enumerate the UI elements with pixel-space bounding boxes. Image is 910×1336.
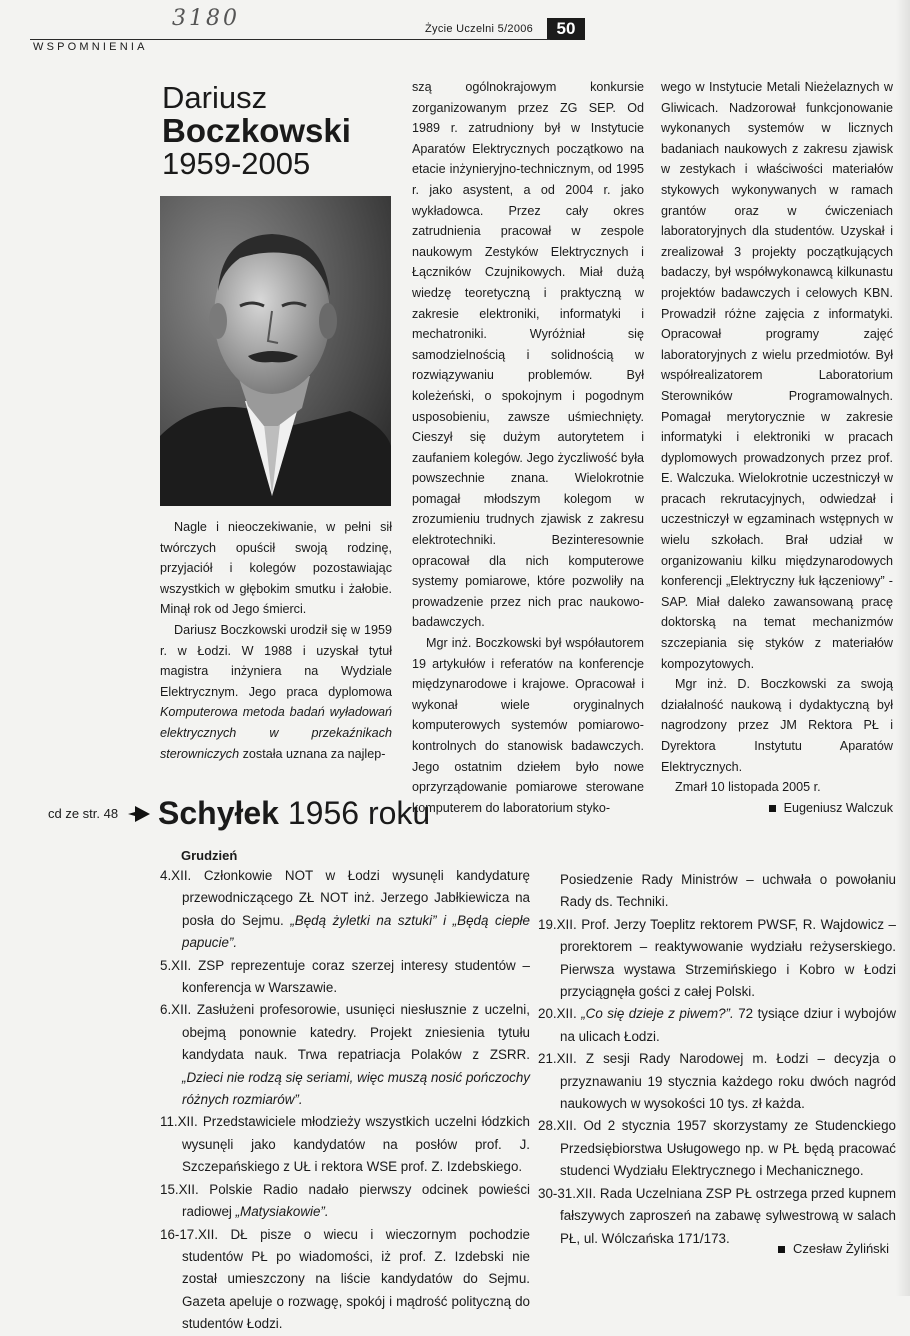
paragraph-text: została uznana za najlep- (239, 746, 386, 761)
entry-text: Rada Uczelniana ZSP PŁ ostrzega przed kupnem fałszywych zaproszeń na zabawę sylwestrową w salach PŁ, ul. Wólczańska 171/173. (560, 1185, 896, 1246)
thesis-title: Komputerowa metoda badań wyładowań elektrycznych w przekaźnikach sterowniczych (160, 705, 392, 761)
chronicle-signature (778, 1241, 889, 1256)
chronicle-entry (150, 1111, 530, 1178)
entry-date: 5.XII. (160, 957, 192, 973)
obituary-first-name: Dariusz (162, 80, 268, 115)
entry-text: Z sesji Rady Narodowej m. Łodzi – decyzja o przyznawaniu 19 stycznia każdego roku dwóch nagród naukowych w wysokości 10 tys. zł każda. (560, 1051, 896, 1112)
paragraph-text: Dariusz Boczkowski urodził się w 1959 r. w Łodzi. W 1988 i uzyskał tytuł magistra inżyniera na Wydziale Elektrycznym. Jego praca dyplomowa (160, 622, 392, 699)
chronicle-entry (150, 999, 530, 1111)
chronicle-entry (528, 1048, 896, 1115)
scan-shadow (896, 0, 910, 1296)
entry-text: Prof. Jerzy Toeplitz rektorem PWSF, R. Wajdowicz – prorektorem – reaktywowanie wydziału reżyserskiego. Pierwsza wystawa Strzemińskiego i Kobro w Łodzi przyciągnęła gości z całej Polski. (560, 916, 896, 1000)
chronicle-entry-continued: Posiedzenie Rady Ministrów – uchwała o powołaniu Rady ds. Techniki. (560, 872, 896, 910)
chronicle-entry (528, 1115, 896, 1182)
chronicle-entry (528, 914, 896, 1004)
continued-from-label: cd ze str. 48 (48, 806, 119, 821)
chronicle-column-right (528, 869, 896, 1250)
entry-date: 28.XII. (538, 1118, 577, 1134)
chronicle-entry (150, 865, 530, 955)
entry-date: 20.XII. (538, 1006, 577, 1022)
square-bullet-icon (778, 1246, 785, 1253)
section-label: WSPOMNIENIA (33, 41, 148, 53)
entry-text: DŁ pisze o wiecu i wieczornym pochodzie studentów PŁ po wiadomości, iż prof. Z. Izdebski nie został umieszczony na liście kandydatów do Sejmu. Gazeta apeluje o rozwagę, spokój i mądrość polityczną do studentów Łodzi. (182, 1226, 530, 1332)
entry-text: ZSP reprezentuje coraz szerzej interesy studentów – konferencja w Warszawie. (182, 957, 530, 996)
chronicle-entry (528, 1003, 896, 1048)
obituary-column-1 (160, 517, 392, 764)
chronicle-entry (150, 955, 530, 1000)
chronicle-entry (150, 1179, 530, 1224)
entry-text: Zasłużeni profesorowie, usunięci niesłusznie z uczelni, obejmą ponownie katedry. Projekt zniesienia tytułu kandydata nauk. Trwa repatriacja Polaków z ZSRR. (182, 1002, 530, 1063)
paragraph: Nagle i nieoczekiwanie, w pełni sił twórczych opuścił swoją rodzinę, przyjaciół i kolegów pozostawiając wszystkich w głębokim smutku i żałobie. Minął rok od Jego śmierci. (160, 520, 392, 617)
entry-date: 19.XII. (538, 916, 577, 932)
entry-date: 30-31.XII. (538, 1185, 597, 1201)
entry-text: Członkowie NOT w Łodzi wysunęli kandydaturę przewodniczącego ZŁ NOT inż. Jerzego Jabłkiewicza na posła do Sejmu. (182, 868, 530, 928)
entry-date: 6.XII. (160, 1002, 192, 1018)
paragraph: Mgr inż. Boczkowski był współautorem 19 artykułów i referatów na konferencje międzynarodowe i krajowe. Opracował i wykonał wiele oryginalnych komputerowych systemów pomiarowo-kontrolnych do stanowisk badawczych. Jego ostatnim dziełem było nowe oprzyrządowanie pomiarowe sterowane komputerem do laboratorium styko- (412, 636, 644, 815)
entry-date: 4.XII. (160, 868, 192, 883)
entry-quote: „Będą żyletki na sztuki” i „Będą ciepłe papucie”. (182, 912, 530, 951)
paragraph: szą ogólnokrajowym konkursie zorganizowanym przez ZG SEP. Od 1989 r. zatrudniony był w Instytucie Aparatów Elektrycznych początkowo na etacie inżynieryjno-technicznym, od 1995 r. jako asystent, a od 2004 r. jako wykładowca. Przez cały okres zatrudnienia pracował w zespole naukowym Zestyków Elektrycznych i Łączników Czujnikowych. Miał dużą wiedzę teoretyczną i praktyczną w zakresie elektroniki, informatyki i mechatroniki. Wyróżniał się samodzielnością i solidnością w rozwiązywaniu problemów. Był koleżeński, o spokojnym i pogodnym usposobieniu, zawsze uśmiechnięty. Cieszył się dużym autorytetem i zaufaniem kolegów. Jego życzliwość była powszechnie znana. Wielokrotnie pomagał młodszym kolegom w zrozumieniu trudnych zjawisk z zakresu elektrotechniki. Bezinteresownie opracował dla nich komputerowe systemy pomiarowe, które pozwoliły na prowadzenie przez nich prac naukowo-badawczych. (412, 80, 644, 630)
entry-date: 16-17.XII. (160, 1226, 219, 1242)
chronicle-entry (528, 1183, 896, 1250)
obituary-column-3 (661, 77, 893, 818)
portrait-photo (160, 196, 391, 506)
handwritten-note: 3180 (172, 6, 240, 31)
chronicle-column-left (150, 865, 530, 1336)
chronicle-title-bold: Schyłek (158, 795, 279, 831)
entry-date: 11.XII. (160, 1114, 198, 1130)
entry-text: Przedstawiciele młodzieży wszystkich uczelni łódzkich wysunęli jako kandydatów na posłów prof. J. Szczepańskiego z UŁ i rektora WSE prof. Z. Izdebskiego. (182, 1114, 530, 1175)
obituary-years: 1959-2005 (162, 146, 311, 181)
paragraph: wego w Instytucie Metali Nieżelaznych w Gliwicach. Nadzorował funkcjonowanie wykonanych systemów w licznych badaniach naukowych z zakresu zjawisk w zestykach i właściwości materiałów stykowych wykonywanych w ramach grantów oraz w ćwiczeniach laboratoryjnych dla studentów. Uzyskał i zrealizował 3 projekty początkujących badaczy, był współwykonawcą kilkunastu projektów badawczych i celowych KBN. Prowadził różne zajęcia z informatyki. Opracował programy zajęć laboratoryjnych z wielu przedmiotów. Był współrealizatorem Laboratorium Sterowników Programowalnych. Pomagał merytorycznie w zakresie informatyki i elektroniki w pracach dyplomowych prowadzonych przez prof. E. Walczuka. Wielokrotnie uczestniczył w pracach rekrutacyjnych, odwiedzał i uczestniczył w egzaminach wstępnych w wielu szkołach. Brał udział w organizowaniu kilku międzynarodowych konferencji „Elektryczny łuk łączeniowy” - SAP. Miał daleko zawansowaną pracę doktorską na temat mechanizmów szczepiania się styków z materiałów kompozytowych. (661, 80, 893, 671)
paragraph: Zmarł 10 listopada 2005 r. (675, 780, 821, 795)
paragraph: Mgr inż. D. Boczkowski za swoją działalność naukową i dydaktyczną był nagrodzony przez JM Rektora PŁ i Dyrektora Instytutu Aparatów Elektrycznych. (661, 677, 893, 774)
signature-name: Eugeniusz Walczuk (783, 800, 893, 815)
obituary-last-name: Boczkowski (162, 112, 351, 149)
entry-date: 21.XII. (538, 1051, 577, 1067)
chronicle-title (158, 795, 430, 832)
paragraph (160, 620, 392, 764)
entry-quote: „Co się dzieje z piwem?”. (581, 1006, 734, 1022)
obituary-signature (661, 798, 893, 819)
publication-info: Życie Uczelni 5/2006 (425, 23, 534, 35)
chronicle-entry (150, 1224, 530, 1336)
square-bullet-icon (769, 805, 776, 812)
chronicle-title-rest: 1956 roku (287, 795, 431, 831)
entry-quote: „Dzieci nie rodzą się seriami, więc muszą nosić pończochy różnych rozmiarów”. (182, 1069, 530, 1108)
entry-date: 15.XII. (160, 1181, 199, 1197)
entry-text: Od 2 stycznia 1957 skorzystamy ze Studenckiego Przedsiębiorstwa Usługowego np. w PŁ będą pracować studenci Wydziału Elektrycznego i Mechanicznego. (560, 1118, 896, 1179)
entry-text: Polskie Radio nadało pierwszy odcinek powieści radiowej (182, 1181, 530, 1220)
obituary-column-2 (412, 77, 644, 818)
entry-text: 72 tysiące dziur i wybojów na ulicach Łodzi. (560, 1006, 896, 1044)
entry-quote: „Matysiakowie”. (235, 1204, 329, 1220)
signature-name: Czesław Żyliński (793, 1241, 890, 1256)
page-number: 50 (547, 18, 585, 40)
chronicle-month: Grudzień (181, 848, 238, 863)
portrait-illustration (160, 196, 391, 506)
header-rule (30, 39, 550, 40)
arrow-right-icon (128, 804, 150, 824)
